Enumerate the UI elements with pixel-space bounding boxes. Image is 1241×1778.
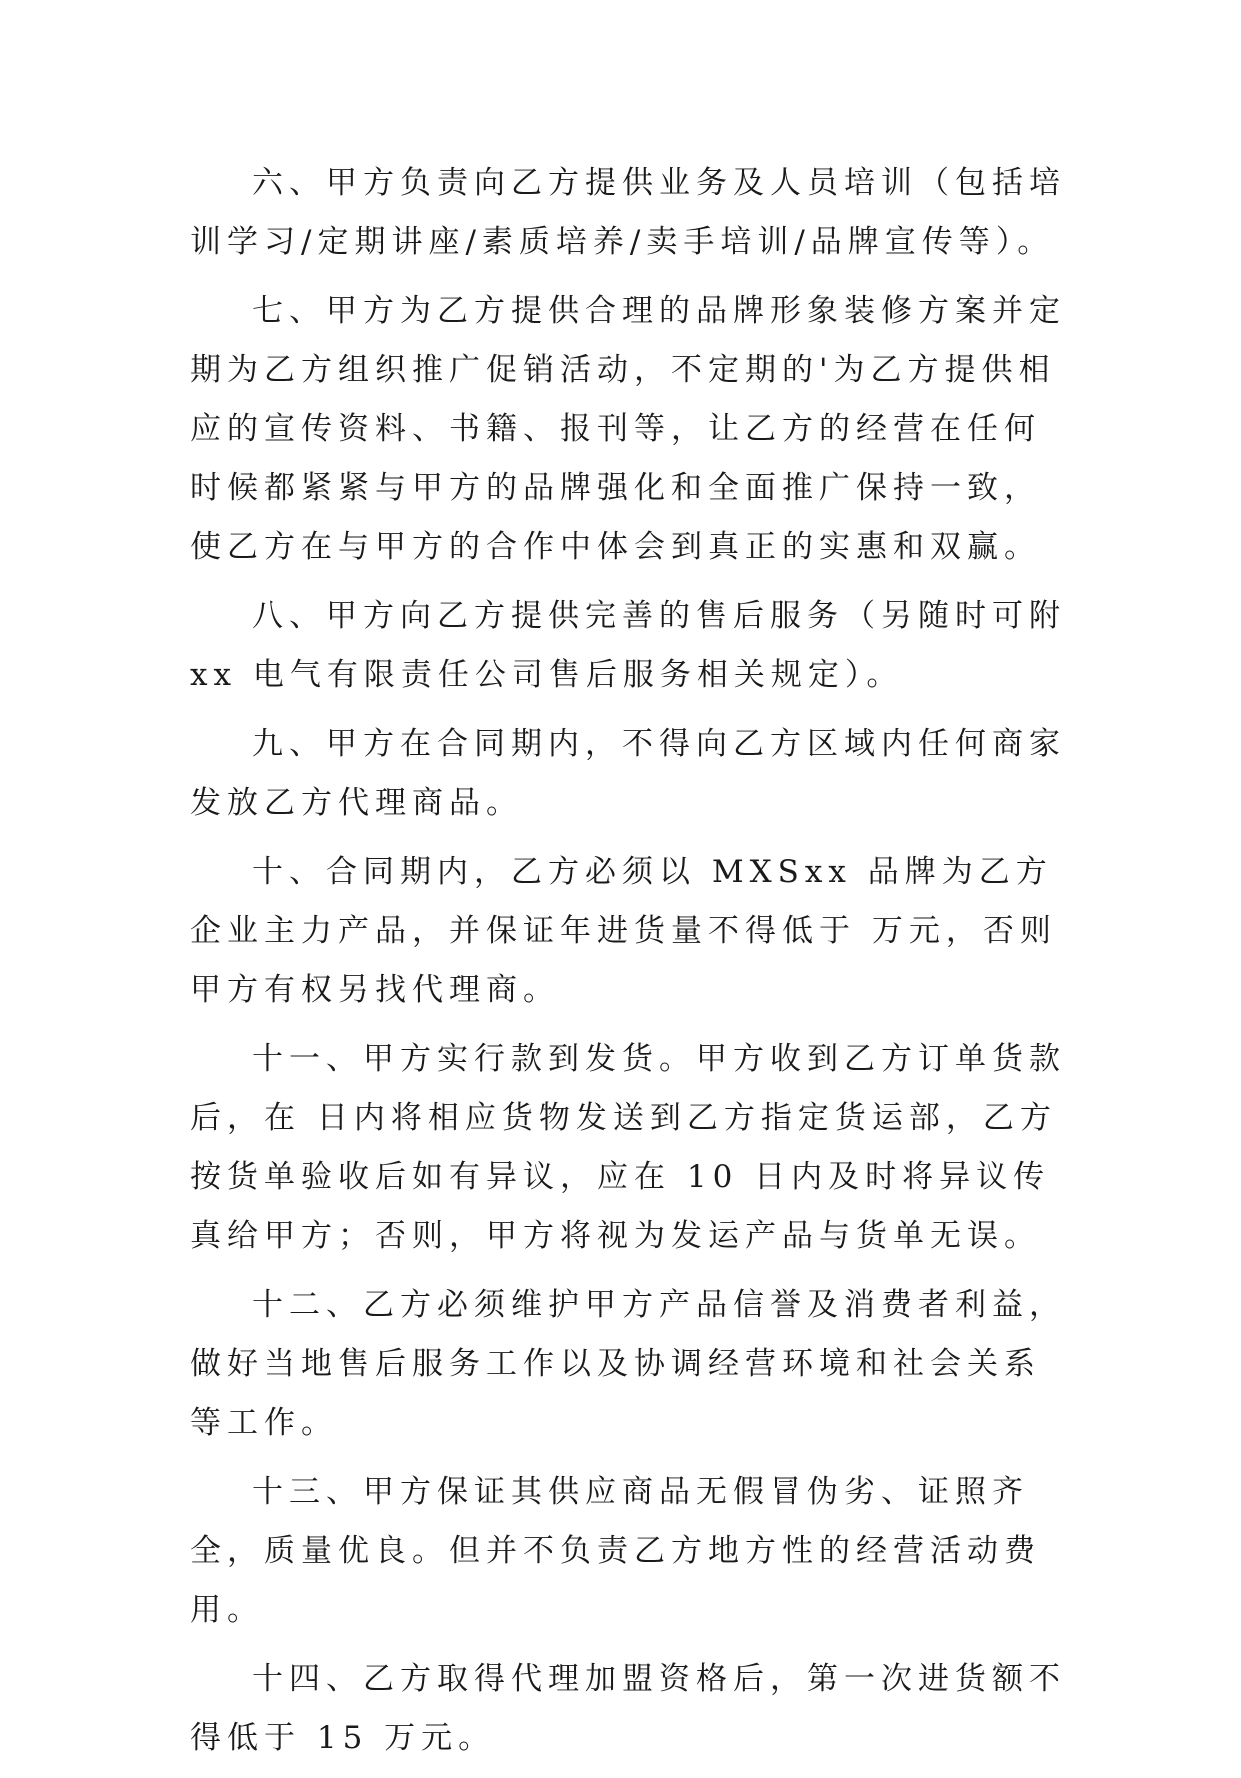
clause-8: 八、甲方向乙方提供完善的售后服务（另随时可附 xx 电气有限责任公司售后服务相关规定）。: [190, 598, 1066, 693]
clause-11: 十一、甲方实行款到发货。甲方收到乙方订单货款后，在 日内将相应货物发送到乙方指定货运部，乙方按货单验收后如有异议，应在 10 日内及时将异议传真给甲方；否则，甲方将视为发运产品与货单无误。: [190, 1041, 1066, 1254]
clause-7: 七、甲方为乙方提供合理的品牌形象装修方案并定期为乙方组织推广促销活动，不定期的'为乙方提供相应的宣传资料、书籍、报刊等，让乙方的经营在任何时候都紧紧与甲方的品牌强化和全面推广保持一致，使乙方在与甲方的合作中体会到真正的实惠和双赢。: [190, 293, 1066, 565]
clause-14: 十四、乙方取得代理加盟资格后，第一次进货额不得低于 15 万元。: [190, 1661, 1066, 1756]
clause-6: 六、甲方负责向乙方提供业务及人员培训（包括培训学习/定期讲座/素质培养/卖手培训/品牌宣传等）。: [190, 165, 1066, 260]
clause-12: 十二、乙方必须维护甲方产品信誉及消费者利益，做好当地售后服务工作以及协调经营环境和社会关系等工作。: [190, 1287, 1066, 1441]
clause-10: 十、合同期内，乙方必须以 MXSxx 品牌为乙方企业主力产品，并保证年进货量不得低于 万元，否则甲方有权另找代理商。: [190, 854, 1057, 1008]
clause-13: 十三、甲方保证其供应商品无假冒伪劣、证照齐全，质量优良。但并不负责乙方地方性的经营活动费用。: [190, 1474, 1041, 1628]
clause-9: 九、甲方在合同期内，不得向乙方区域内任何商家发放乙方代理商品。: [190, 726, 1066, 821]
document-body: [190, 154, 1070, 1778]
